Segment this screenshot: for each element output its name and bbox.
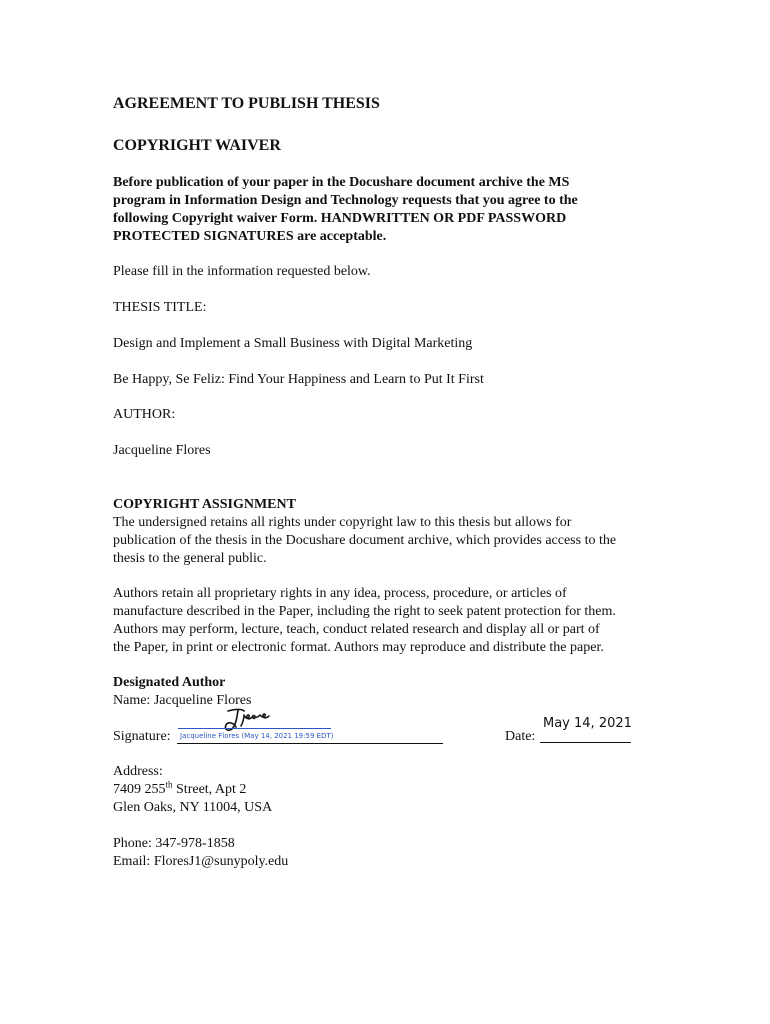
copyright-para-line: thesis to the general public. bbox=[113, 551, 267, 566]
thesis-title-line: Be Happy, Se Feliz: Find Your Happiness and Learn to Put It First bbox=[113, 372, 484, 387]
intro-line: program in Information Design and Technology requests that you agree to the bbox=[113, 193, 578, 208]
signature-label: Signature: bbox=[113, 729, 171, 744]
address-label: Address: bbox=[113, 764, 163, 779]
signature-line[interactable] bbox=[177, 743, 443, 744]
street-number: 7409 255 bbox=[113, 782, 166, 797]
thesis-title-label: THESIS TITLE: bbox=[113, 300, 207, 315]
document-title: AGREEMENT TO PUBLISH THESIS bbox=[113, 95, 380, 112]
street-ordinal-suffix: th bbox=[165, 779, 173, 790]
intro-line: Before publication of your paper in the Docushare document archive the MS bbox=[113, 175, 570, 190]
rights-para-line: manufacture described in the Paper, including the right to seek patent protection for them. bbox=[113, 604, 616, 619]
address-city: Glen Oaks, NY 11004, USA bbox=[113, 800, 273, 815]
intro-line: following Copyright waiver Form. HANDWRITTEN OR PDF PASSWORD bbox=[113, 211, 567, 226]
copyright-para-line: publication of the thesis in the Docushare document archive, which provides access to the bbox=[113, 533, 617, 548]
designated-author-heading: Designated Author bbox=[113, 675, 226, 690]
signature-date-value: May 14, 2021 bbox=[543, 716, 632, 731]
email-line: Email: FloresJ1@sunypoly.edu bbox=[113, 854, 289, 869]
instruction-text: Please fill in the information requested below. bbox=[113, 264, 371, 279]
date-label: Date: bbox=[505, 729, 536, 744]
intro-line: PROTECTED SIGNATURES are acceptable. bbox=[113, 229, 387, 244]
document-subtitle: COPYRIGHT WAIVER bbox=[113, 137, 281, 154]
copyright-heading: COPYRIGHT ASSIGNMENT bbox=[113, 497, 296, 512]
rights-para-line: Authors may perform, lecture, teach, conduct related research and display all or part of bbox=[113, 622, 600, 637]
rights-para-line: Authors retain all proprietary rights in any idea, process, procedure, or articles of bbox=[113, 586, 567, 601]
handwritten-signature-image bbox=[222, 707, 272, 735]
author-name: Jacqueline Flores bbox=[113, 443, 211, 458]
street-rest: Street, Apt 2 bbox=[172, 782, 247, 797]
thesis-title-line: Design and Implement a Small Business with Digital Marketing bbox=[113, 336, 473, 351]
date-line[interactable] bbox=[540, 742, 631, 743]
phone-line: Phone: 347-978-1858 bbox=[113, 836, 235, 851]
copyright-para-line: The undersigned retains all rights under copyright law to this thesis but allows for bbox=[113, 515, 572, 530]
rights-para-line: the Paper, in print or electronic format. Authors may reproduce and distribute the paper. bbox=[113, 640, 604, 655]
signature-caption: Jacqueline Flores (May 14, 2021 19:59 EDT) bbox=[180, 732, 334, 740]
address-street bbox=[113, 781, 246, 799]
author-label: AUTHOR: bbox=[113, 407, 176, 422]
signature-box-top-line bbox=[178, 728, 331, 729]
designated-author-name: Name: Jacqueline Flores bbox=[113, 693, 252, 708]
